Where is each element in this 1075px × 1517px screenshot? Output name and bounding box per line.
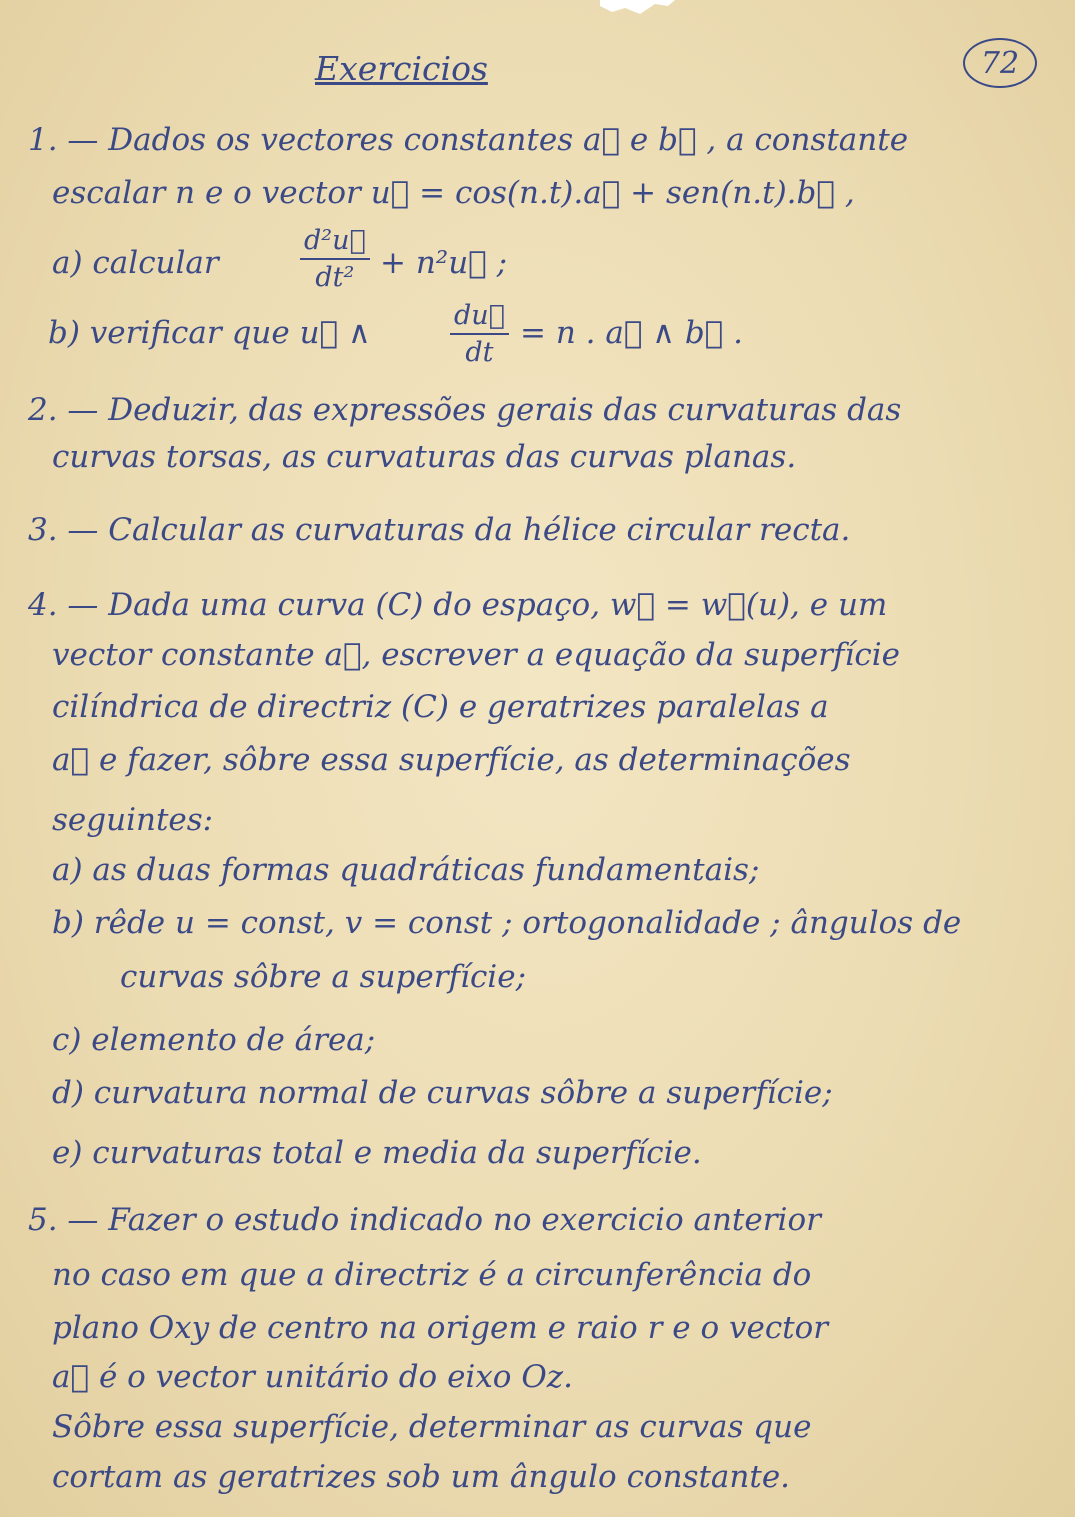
- page-title: Exercicios: [315, 49, 488, 88]
- exercise-5-line-5: Sôbre essa superfície, determinar as curvas que: [52, 1409, 812, 1445]
- exercise-4b: b) rêde u = const, v = const ; ortogonalidade ; ângulos de: [52, 905, 962, 941]
- exercise-5-line-2: no caso em que a directriz é a circunferência do: [52, 1257, 812, 1293]
- exercise-1-line-1: 1. — Dados os vectores constantes a⃗ e b⃗ , a constante: [28, 122, 909, 158]
- exercise-1a-fraction: [300, 225, 370, 293]
- exercise-1b-fraction: [450, 300, 509, 368]
- exercise-1-line-2: escalar n e o vector u⃗ = cos(n.t).a⃗ + sen(n.t).b⃗ ,: [52, 175, 855, 211]
- exercise-5-line-6: cortam as geratrizes sob um ângulo constante.: [52, 1459, 791, 1495]
- fraction-numerator: du⃗: [450, 300, 509, 335]
- exercise-1b-label: b) verificar que u⃗ ∧: [48, 315, 371, 351]
- exercise-4-line-5: seguintes:: [52, 802, 214, 838]
- exercise-4-line-1: 4. — Dada uma curva (C) do espaço, w⃗ = w⃗(u), e um: [28, 587, 888, 623]
- fraction-denominator: dt: [465, 337, 494, 368]
- exercise-5-line-1: 5. — Fazer o estudo indicado no exercicio anterior: [28, 1202, 821, 1238]
- fraction-numerator: d²u⃗: [300, 225, 370, 260]
- exercise-2-line-2: curvas torsas, as curvaturas das curvas planas.: [52, 439, 797, 475]
- exercise-5-line-4: a⃗ é o vector unitário do eixo Oz.: [52, 1359, 573, 1395]
- exercise-4c: c) elemento de área;: [52, 1022, 376, 1058]
- exercise-4a: a) as duas formas quadráticas fundamentais;: [52, 852, 760, 888]
- exercise-4b-continued: curvas sôbre a superfície;: [120, 959, 527, 995]
- exercise-2-line-1: 2. — Deduzir, das expressões gerais das curvaturas das: [28, 392, 902, 428]
- exercise-4-line-4: a⃗ e fazer, sôbre essa superfície, as determinações: [52, 742, 851, 778]
- fraction-denominator: dt²: [315, 262, 355, 293]
- page-number-badge: 72: [963, 38, 1037, 88]
- exercise-3-line-1: 3. — Calcular as curvaturas da hélice circular recta.: [28, 512, 851, 548]
- exercise-1a-label: a) calcular: [52, 245, 219, 281]
- exercise-4-line-3: cilíndrica de directriz (C) e geratrizes paralelas a: [52, 689, 829, 725]
- exercise-1a-term: + n²u⃗ ;: [380, 245, 508, 281]
- exercise-4d: d) curvatura normal de curvas sôbre a superfície;: [52, 1075, 833, 1111]
- exercise-4-line-2: vector constante a⃗, escrever a equação da superfície: [52, 637, 900, 673]
- exercise-1b-term: = n . a⃗ ∧ b⃗ .: [520, 315, 743, 351]
- exercise-4e: e) curvaturas total e media da superfície.: [52, 1135, 702, 1171]
- torn-edge: [600, 0, 675, 18]
- exercise-5-line-3: plano Oxy de centro na origem e raio r e o vector: [52, 1310, 829, 1346]
